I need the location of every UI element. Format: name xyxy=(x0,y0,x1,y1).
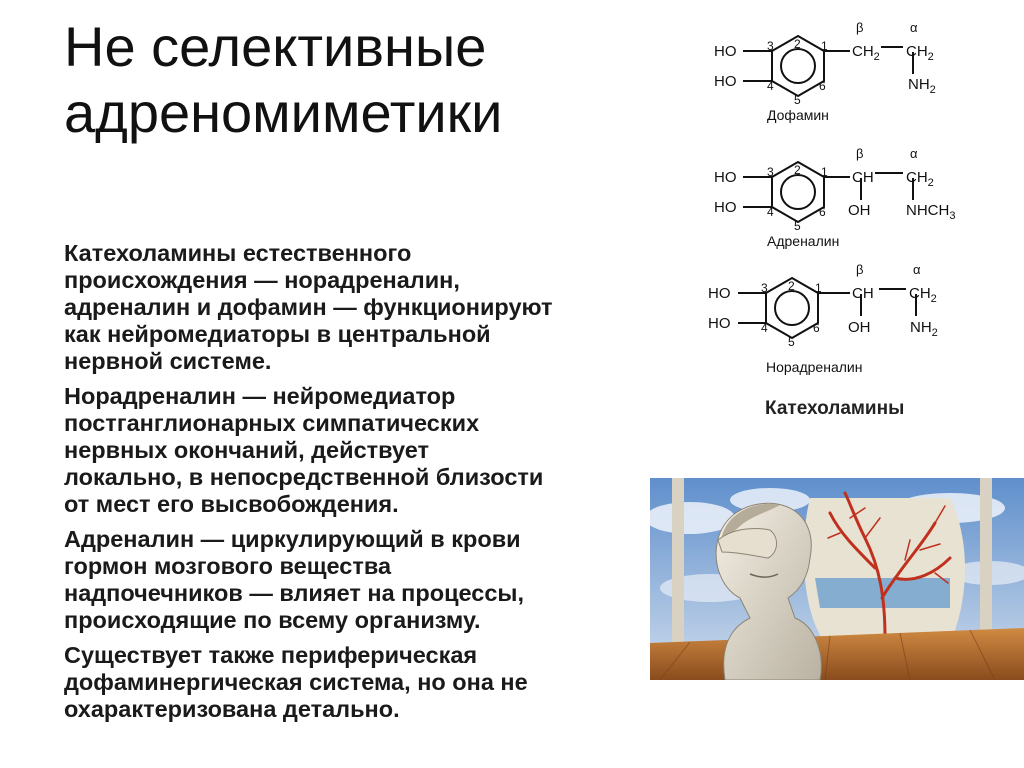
paragraph-dopamine-system xyxy=(64,642,664,723)
beta-label: β xyxy=(856,20,864,35)
alpha-label: α xyxy=(913,262,921,277)
molecule-name: Адреналин xyxy=(767,233,840,249)
ch2-label: $CH_2$ xyxy=(906,43,934,63)
ho-label: HO xyxy=(708,285,731,302)
paragraph-noradrenaline xyxy=(64,383,664,518)
ring-number: 4 xyxy=(767,205,774,219)
paragraph-adrenaline xyxy=(64,526,664,634)
oh-label: OH xyxy=(848,202,871,219)
ring-number: 2 xyxy=(794,37,801,51)
alpha-label: α xyxy=(910,146,918,161)
ring-number: 1 xyxy=(821,39,828,53)
oh-label: OH xyxy=(848,319,871,336)
molecule-noradrenaline xyxy=(708,262,938,375)
ho-label: HO xyxy=(708,315,731,332)
ch-label: CH xyxy=(852,169,874,186)
text-line: локально, в непосредственной близости xyxy=(64,464,544,490)
ch2-label: $CH_2$ xyxy=(906,169,934,189)
nh2-label: $NH_2$ xyxy=(910,319,938,339)
ring-number: 1 xyxy=(821,165,828,179)
structures-caption: Катехоламины xyxy=(765,398,905,419)
slide-title xyxy=(64,14,684,146)
title-line-1: Не селективные xyxy=(64,15,487,78)
ho-label: HO xyxy=(714,169,737,186)
ring-number: 3 xyxy=(761,281,768,295)
slide-body xyxy=(64,240,664,731)
paragraph-catecholamines xyxy=(64,240,664,375)
ho-label: HO xyxy=(714,43,737,60)
nh2-label: $NH_2$ xyxy=(908,76,936,96)
ring-number: 4 xyxy=(767,79,774,93)
text-line: как нейромедиаторы в центральной xyxy=(64,321,491,347)
structures-svg xyxy=(700,12,990,392)
ring-number: 5 xyxy=(794,219,801,233)
text-line: происходящие по всему организму. xyxy=(64,607,481,633)
text-line: гормон мозгового вещества xyxy=(64,553,392,579)
illustration-svg xyxy=(650,478,1024,680)
ring-number: 1 xyxy=(815,281,822,295)
text-line: Норадреналин — нейромедиатор xyxy=(64,383,456,409)
ring-number: 2 xyxy=(788,279,795,293)
text-line: Адреналин — циркулирующий в крови xyxy=(64,526,521,552)
ch2-label: $CH_2$ xyxy=(909,285,937,305)
text-line: адреналин и дофамин — функционируют xyxy=(64,294,553,320)
ho-label: HO xyxy=(714,199,737,216)
text-line: постганглионарных симпатических xyxy=(64,410,480,436)
ring-number: 6 xyxy=(819,205,826,219)
text-line: нервной системе. xyxy=(64,348,272,374)
alpha-label: α xyxy=(910,20,918,35)
ring-number: 6 xyxy=(819,79,826,93)
text-line: нервных окончаний, действует xyxy=(64,437,430,463)
ring-number: 4 xyxy=(761,321,768,335)
molecule-name: Дофамин xyxy=(767,107,829,123)
ho-label: HO xyxy=(714,73,737,90)
ring-number: 6 xyxy=(813,321,820,335)
ring-number: 3 xyxy=(767,39,774,53)
ch2-label: $CH_2$ xyxy=(852,43,880,63)
text-line: Существует также периферическая xyxy=(64,642,478,668)
text-line: дофаминергическая система, но она не xyxy=(64,669,528,695)
molecule-name: Норадреналин xyxy=(766,359,863,375)
text-line: Катехоламины естественного xyxy=(64,240,412,266)
text-line: охарактеризована детально. xyxy=(64,696,400,722)
ring-number: 5 xyxy=(794,93,801,107)
text-line: от мест его высвобождения. xyxy=(64,491,399,517)
molecule-adrenaline xyxy=(714,146,955,249)
text-line: происхождения — норадреналин, xyxy=(64,267,460,293)
title-line-2: адреномиметики xyxy=(64,81,503,144)
catecholamine-structures xyxy=(700,12,990,432)
text-line: надпочечников — влияет на процессы, xyxy=(64,580,525,606)
ring-number: 5 xyxy=(788,335,795,349)
ch-label: CH xyxy=(852,285,874,302)
nhch3-label: $NHCH_3$ xyxy=(906,202,956,222)
beta-label: β xyxy=(856,262,864,277)
headache-illustration xyxy=(650,478,1024,680)
ring-number: 3 xyxy=(767,165,774,179)
beta-label: β xyxy=(856,146,864,161)
ring-number: 2 xyxy=(794,163,801,177)
